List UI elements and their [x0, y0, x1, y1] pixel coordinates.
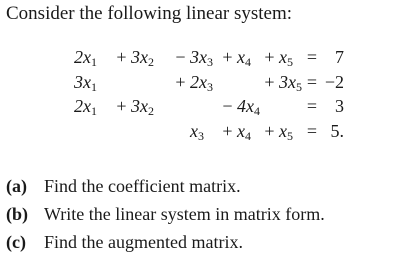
equation-term: $x_4$ [237, 120, 251, 143]
part-text: Find the augmented matrix. [44, 232, 243, 252]
equation-operator: + [222, 120, 233, 141]
equation-term [131, 119, 171, 144]
part-label: (a) [6, 176, 27, 196]
equation-term: $3x_5$ [279, 71, 302, 94]
part-text: Find the coefficient matrix. [44, 176, 241, 196]
equation-operator: + [264, 71, 275, 92]
equation-term: $x_3$ [190, 120, 204, 143]
part-c [6, 228, 325, 256]
question-parts [6, 172, 325, 256]
equation-operator: + [116, 96, 127, 116]
equation-term: $3x_2$ [131, 47, 154, 69]
equation-row [74, 94, 344, 119]
equation-operator: + [264, 120, 275, 141]
equation-operator [260, 94, 279, 119]
equation-row [74, 119, 344, 144]
equation-row [74, 45, 344, 70]
problem-intro: Consider the following linear system: [6, 3, 293, 24]
equation-operator: + [116, 47, 127, 67]
equation-operator: + [175, 71, 186, 92]
equation-operator: + [264, 47, 275, 67]
part-a [6, 172, 325, 200]
part-label: (c) [6, 232, 26, 252]
equation-term [237, 70, 260, 95]
equation-term: $x_5$ [279, 120, 293, 143]
equation-operator: = [306, 71, 318, 92]
equation-term [279, 94, 302, 119]
equation-rhs: 3 [335, 96, 344, 116]
equation-operator: = [306, 96, 318, 116]
part-text: Write the linear system in matrix form. [44, 204, 325, 224]
equation-term: $3x_1$ [74, 71, 97, 94]
equation-term: $x_4$ [237, 47, 251, 69]
equation-term: $3x_2$ [131, 96, 154, 118]
equation-operator: − [222, 96, 233, 116]
equation-term: $4x_4$ [237, 96, 260, 118]
equation-rhs: 5. [330, 120, 344, 141]
equation-operator [171, 94, 190, 119]
equation-term: $2x_1$ [74, 96, 97, 118]
equation-term [74, 119, 112, 144]
equation-operator: = [306, 120, 318, 141]
equation-rhs: 7 [335, 47, 344, 67]
equation-operator [171, 119, 190, 144]
equation-term: $2x_1$ [74, 47, 97, 69]
part-label: (b) [6, 204, 28, 224]
equation-rhs: −2 [324, 71, 344, 92]
equation-row [74, 70, 344, 95]
equation-term [131, 70, 171, 95]
equation-term [190, 94, 218, 119]
equation-operator [112, 70, 131, 95]
equation-term: $2x_3$ [190, 71, 213, 94]
equation-term: $3x_3$ [190, 47, 213, 69]
equation-operator: − [175, 47, 186, 67]
equation-operator: + [222, 47, 233, 67]
part-b [6, 200, 325, 228]
equation-operator [112, 119, 131, 144]
linear-system [74, 45, 344, 143]
equation-term: $x_5$ [279, 47, 293, 69]
equation-operator [218, 70, 237, 95]
equation-operator: = [306, 47, 318, 67]
